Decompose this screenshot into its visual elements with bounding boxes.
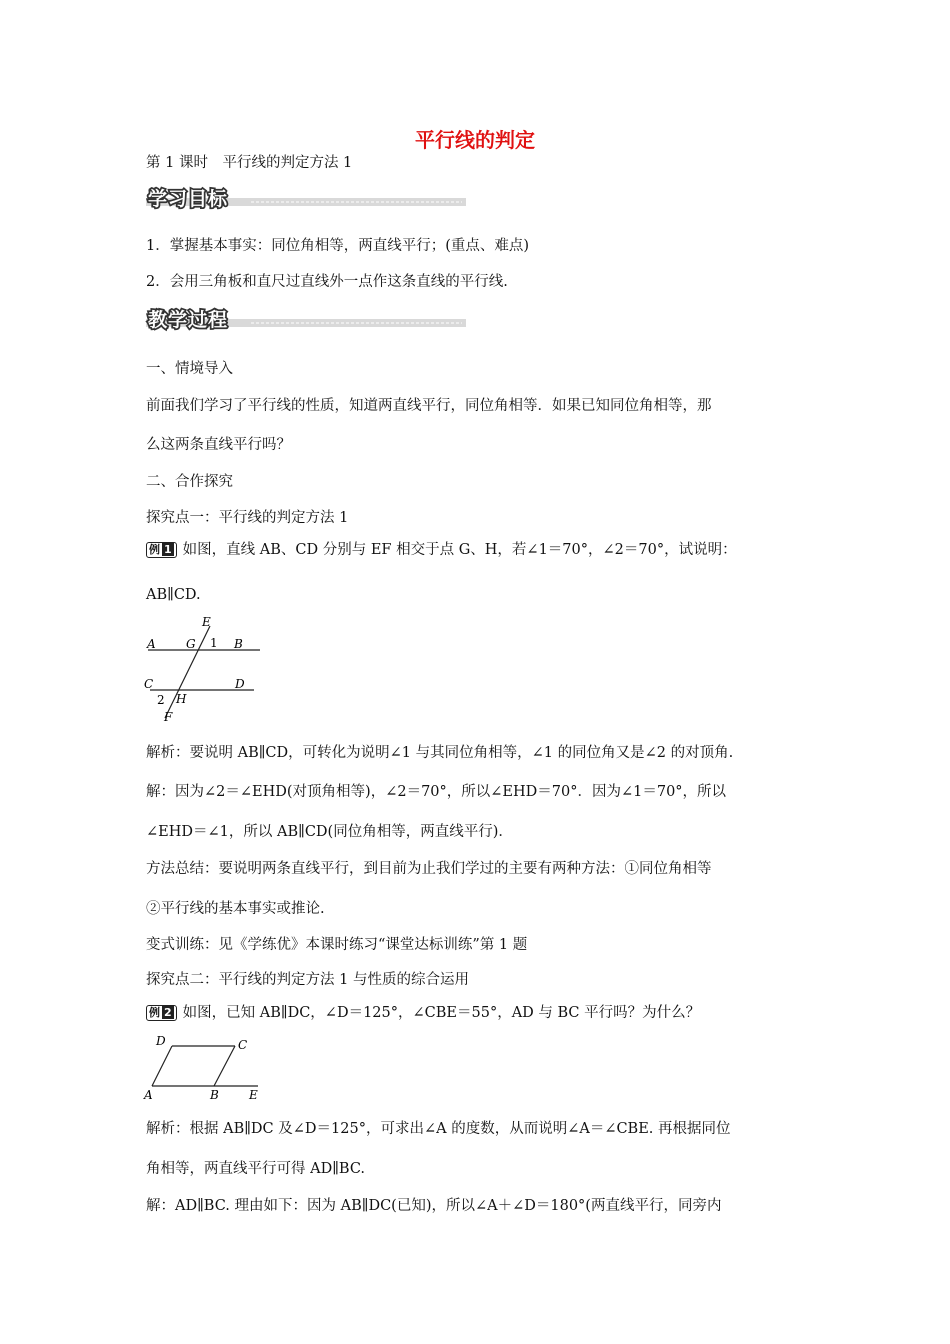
heading-label: 学习目标 [148,188,229,210]
solution-1: 解：因为∠2＝∠EHD(对顶角相等)，∠2＝70°，所以∠EHD＝70°．因为∠1＝70°，所以 [146,784,727,800]
label-B: B [234,637,243,651]
method-summary-continued: ②平行线的基本事实或推论. [146,901,325,917]
label-C: C [144,677,154,691]
label-H: H [176,692,187,706]
explore-point-2: 探究点二：平行线的判定方法 1 与性质的综合运用 [146,972,469,988]
lesson-subtitle: 第 1 课时 平行线的判定方法 1 [146,155,353,171]
solution-1-continued: ∠EHD＝∠1，所以 AB∥CD(同位角相等，两直线平行)． [146,824,513,840]
method-summary: 方法总结：要说明两条直线平行，到目前为止我们学过的主要有两种方法：①同位角相等 [146,861,712,877]
example-1-text: 如图，直线 AB、CD 分别与 EF 相交于点 G、H，若∠1＝70°，∠2＝70°，试说明： [182,542,737,558]
objective-item: 2．会用三角板和直尺过直线外一点作这条直线的平行线. [146,274,508,290]
label-E: E [202,615,211,629]
example-badge: 例 2 [146,1005,177,1021]
figure-1 [140,613,270,725]
intro-heading: 一、情境导入 [146,361,233,377]
label-angle-1: 1 [210,636,218,650]
heading-dots [250,201,462,203]
label-D: D [156,1034,166,1048]
variant-training: 变式训练：见《学练优》本课时练习“课堂达标训练”第 1 题 [146,937,528,953]
explore-point-1: 探究点一：平行线的判定方法 1 [146,510,349,526]
analysis-2: 解析：根据 AB∥DC 及∠D＝125°，可求出∠A 的度数，从而说明∠A＝∠CBE. 再根据同位 [146,1121,731,1137]
figure-2 [140,1033,270,1103]
label-angle-2: 2 [157,693,165,707]
label-A: A [147,637,156,651]
objectives-heading [146,184,466,210]
process-heading [146,305,466,331]
document-title: 平行线的判定 [415,128,535,152]
heading-dots [250,322,462,324]
example-2-text: 如图，已知 AB∥DC，∠D＝125°，∠CBE＝55°，AD 与 BC 平行吗？为什么？ [182,1005,701,1021]
solution-2: 解：AD∥BC. 理由如下：因为 AB∥DC(已知)，所以∠A＋∠D＝180°(两直线平行，同旁内 [146,1198,722,1214]
explore-heading: 二、合作探究 [146,474,233,490]
objective-item: 1．掌握基本事实：同位角相等，两直线平行；(重点、难点) [146,238,530,254]
label-G: G [186,637,196,651]
analysis-2-continued: 角相等，两直线平行可得 AD∥BC. [146,1161,366,1177]
label-B: B [210,1088,219,1102]
intro-paragraph: 么这两条直线平行吗？ [146,437,291,453]
label-D: D [235,677,245,691]
label-F: F [164,710,173,724]
heading-label: 教学过程 [148,309,229,331]
label-C: C [238,1038,248,1052]
example-2 [146,1003,700,1023]
example-badge: 例 1 [146,542,177,558]
label-A: A [144,1088,153,1102]
label-E: E [249,1088,258,1102]
intro-paragraph: 前面我们学习了平行线的性质，知道两直线平行，同位角相等．如果已知同位角相等，那 [146,398,712,414]
example-1-continued: AB∥CD. [146,587,201,603]
analysis-1: 解析：要说明 AB∥CD，可转化为说明∠1 与其同位角相等，∠1 的同位角又是∠2 的对顶角. [146,745,734,761]
example-1 [146,540,737,560]
